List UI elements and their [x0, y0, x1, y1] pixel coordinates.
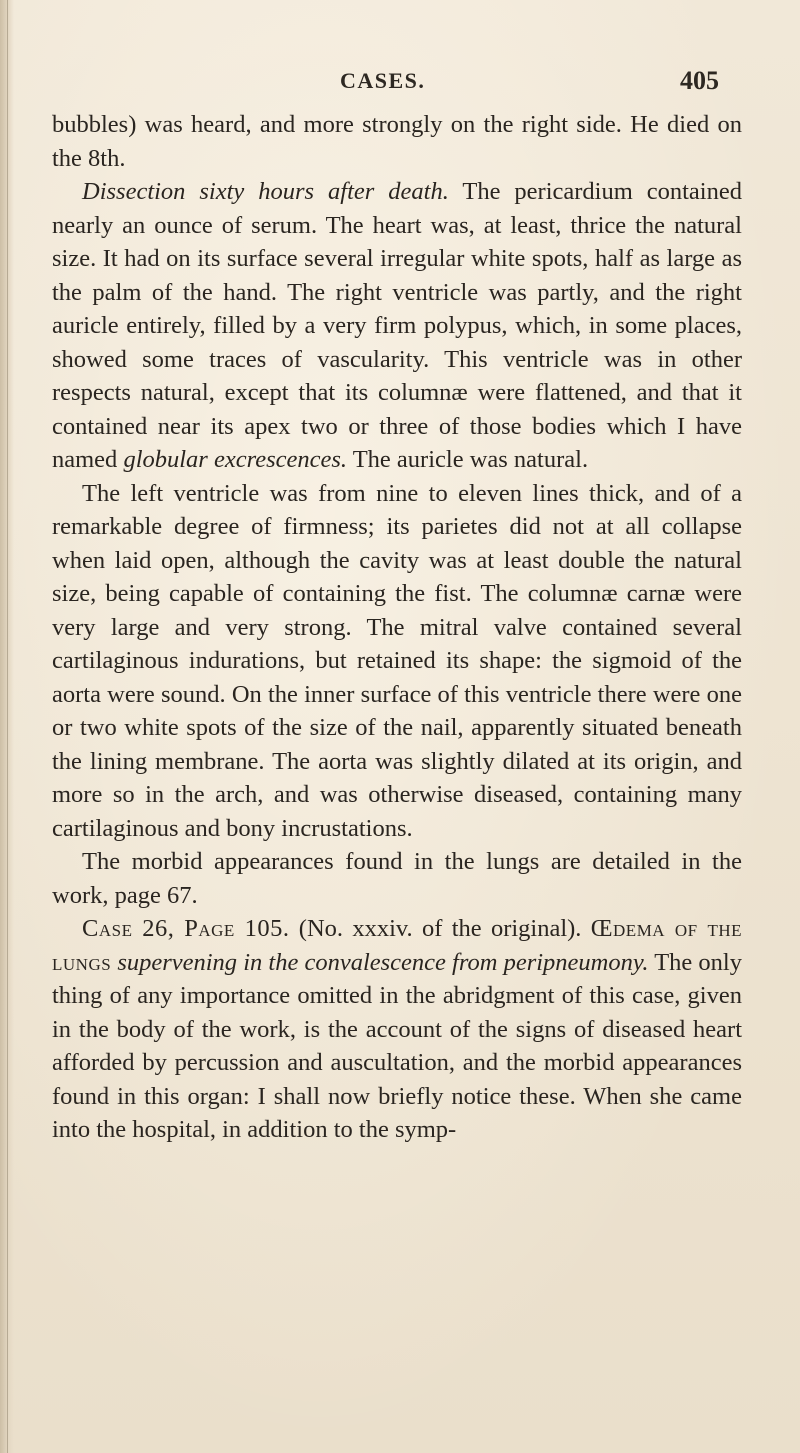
page-number: 405 — [680, 66, 719, 95]
paragraph-text: The only thing of any importance omitted in the abridgment of this case, given in the body of the work, is the account of the signs of diseased heart afforded by percussion and auscultation, and the morbid appearances found in this organ: I shall now briefly notice these. When she came into the hospital, in addition to the symp- — [52, 948, 742, 1143]
paragraph-dissection — [52, 175, 742, 477]
body-text — [52, 108, 742, 1147]
paragraph-text: bubbles) was heard, and more strongly on the right side. He died on the 8th. — [52, 111, 742, 172]
case-subtitle: supervening in the convalescence from peripneumony. — [117, 948, 649, 976]
paragraph-case-26 — [52, 912, 742, 1147]
dissection-heading: Dissection sixty hours after death. — [82, 178, 449, 205]
paragraph-text: The pericardium contained nearly an ounce of serum. The heart was, at least, thrice the natural size. It had on its surface several irregular white spots, half as large as the palm of the hand. The right ventricle was partly, and the right auricle entirely, filled by a very firm polypus, which, in some places, showed some traces of vascularity. This ventricle was in other respects natural, except that its columnæ were flattened, and that it contained near its apex two or three of those bodies which I have named — [52, 178, 742, 473]
running-head — [0, 68, 800, 102]
original-reference: (No. xxxiv. of the original). — [289, 915, 591, 942]
case-heading: Case 26, Page 105. — [82, 915, 290, 942]
paragraph-lungs — [52, 845, 742, 912]
globular-excrescences-term: globular excrescences. — [123, 446, 348, 473]
paragraph-left-ventricle — [52, 477, 742, 846]
paragraph-text: The left ventricle was from nine to eleven lines thick, and of a remarkable degree of firmness; its parietes did not at all collapse when laid open, although the cavity was at least double the natural size, being capable of containing the fist. The columnæ carnæ were very large and very strong. The mitral valve contained several cartilaginous indurations, but retained its shape: the sigmoid of the aorta were sound. On the inner surface of this ventricle there were one or two white spots of the size of the nail, apparently situated beneath the lining membrane. The aorta was slightly dilated at its origin, and more so in the arch, and was otherwise diseased, containing many cartilaginous and bony incrustations. — [52, 479, 742, 842]
paragraph-text: The morbid appearances found in the lungs are detailed in the work, page 67. — [52, 848, 742, 909]
binding-line — [7, 0, 8, 1453]
paragraph-text: The auricle was natural. — [347, 446, 589, 473]
paragraph-continuation — [52, 108, 742, 175]
running-head-title: CASES. — [340, 68, 426, 93]
case-title: Œdema of the lungs — [52, 915, 742, 976]
